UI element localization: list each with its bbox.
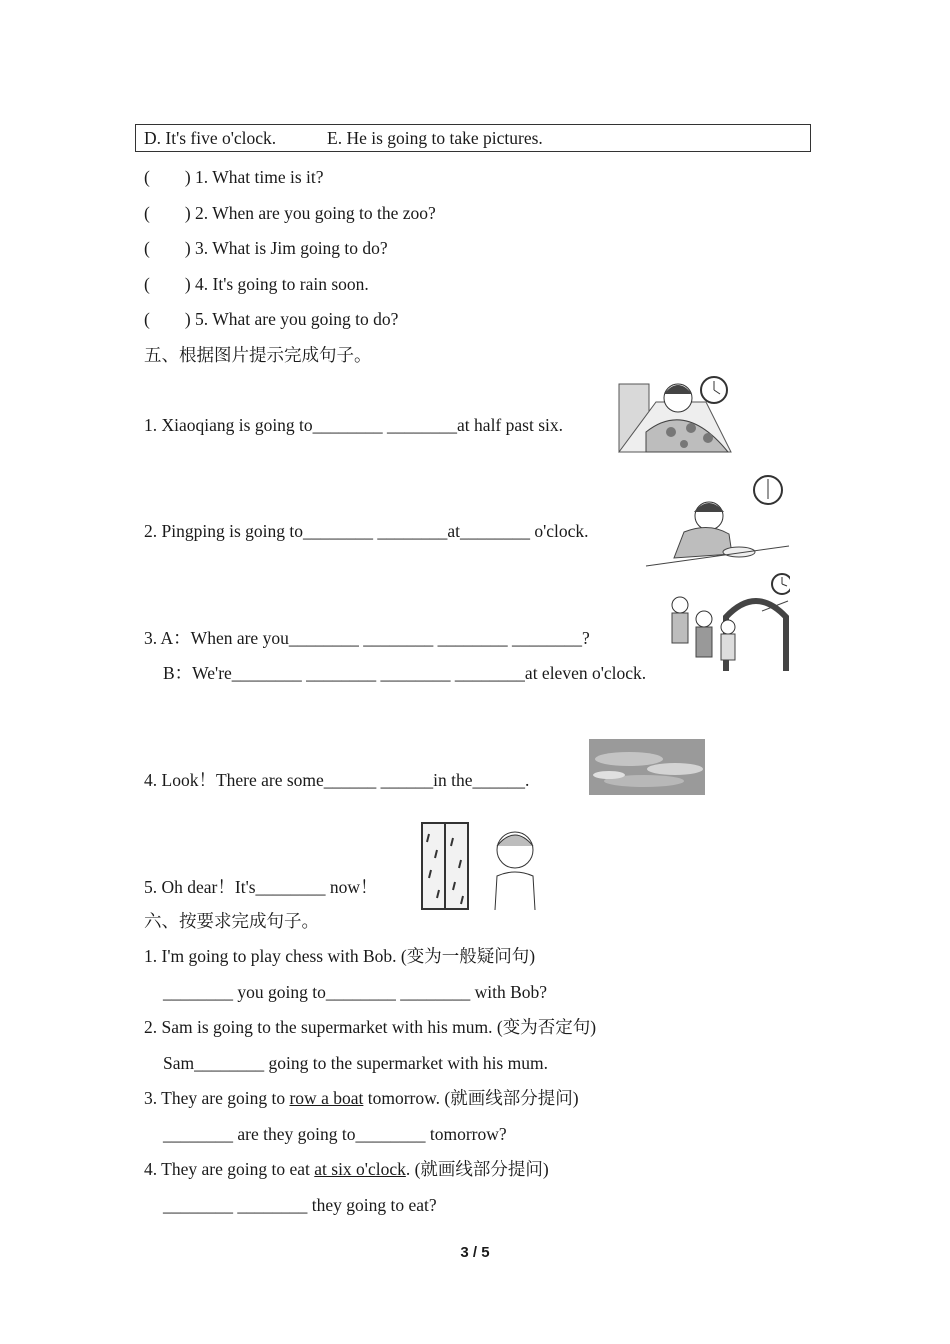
clouds-sky-picture xyxy=(589,739,705,795)
section6-title: 六、按要求完成句子。 xyxy=(144,911,319,931)
s6-answer-2: Sam________ going to the supermarket with his mum. xyxy=(163,1053,548,1073)
boy-waking-picture xyxy=(616,372,736,456)
match-item-3: ( ) 3. What is Jim going to do? xyxy=(144,238,388,258)
page-number: 3 / 5 xyxy=(460,1244,490,1261)
s5-question-5: 5. Oh dear！It's________ now！ xyxy=(144,877,378,897)
s6-answer-4: ________ ________ they going to eat? xyxy=(163,1195,437,1215)
s5-question-3b: B：We're________ ________ ________ ________at eleven o'clock. xyxy=(163,663,647,683)
s6-question-4: 4. They are going to eat at six o'clock. (就画线部分提问) xyxy=(144,1159,549,1179)
option-d: D. It's five o'clock. xyxy=(144,128,277,148)
s5-question-4: 4. Look！There are some______ ______in the______. xyxy=(144,770,530,790)
section5-title: 五、根据图片提示完成句子。 xyxy=(144,345,372,365)
s6-answer-3: ________ are they going to________ tomorrow? xyxy=(163,1124,507,1144)
s5-question-1: 1. Xiaoqiang is going to________ ________at half past six. xyxy=(144,415,563,435)
match-item-5: ( ) 5. What are you going to do? xyxy=(144,309,399,329)
s6-question-3: 3. They are going to row a boat tomorrow. (就画线部分提问) xyxy=(144,1088,579,1108)
s5-question-2: 2. Pingping is going to________ ________at________ o'clock. xyxy=(144,521,589,541)
match-item-4: ( ) 4. It's going to rain soon. xyxy=(144,274,369,294)
match-item-2: ( ) 2. When are you going to the zoo? xyxy=(144,203,436,223)
girl-eating-picture xyxy=(644,472,794,570)
match-item-1: ( ) 1. What time is it? xyxy=(144,167,324,187)
zoo-gate-picture xyxy=(666,571,790,679)
s6-question-2: 2. Sam is going to the supermarket with his mum. (变为否定句) xyxy=(144,1017,597,1037)
s6-answer-1: ________ you going to________ ________ with Bob? xyxy=(163,982,548,1002)
options-box xyxy=(135,124,811,152)
option-e: E. He is going to take pictures. xyxy=(327,128,543,148)
s5-question-3a: 3. A：When are you________ ________ ________ ________? xyxy=(144,628,590,648)
s6-question-1: 1. I'm going to play chess with Bob. (变为一般疑问句) xyxy=(144,946,536,966)
rainy-window-picture xyxy=(419,820,543,912)
